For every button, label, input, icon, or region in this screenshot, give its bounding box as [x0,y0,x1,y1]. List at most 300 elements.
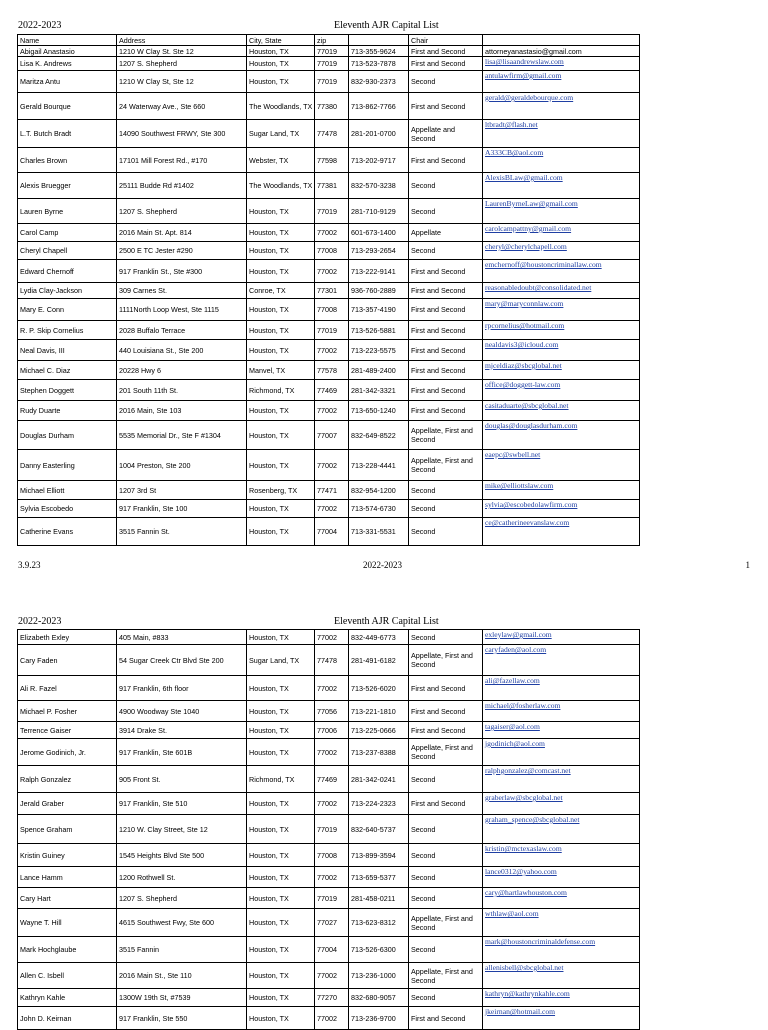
contact-address: 2016 Main St. Apt. 814 [117,224,247,242]
contact-phone: 713-236-9700 [349,1007,409,1030]
contact-email[interactable]: mike@elliottslaw.com [483,481,640,500]
contact-email[interactable]: emchernoff@houstoncriminallaw.com [483,260,640,283]
contact-name: Cary Hart [18,888,117,909]
contact-name: Lydia Clay-Jackson [18,283,117,299]
contact-name: Mark Hochglaube [18,937,117,963]
contact-address: 4900 Woodway Ste 1040 [117,701,247,722]
table-row [18,739,640,766]
contact-email[interactable]: kristin@mctexaslaw.com [483,844,640,867]
contact-city: Houston, TX [247,1007,315,1030]
contact-zip: 77004 [315,518,349,546]
table-row [18,260,640,283]
contact-chair: Second [409,518,483,546]
contact-name: Gerald Bourque [18,93,117,120]
contact-phone: 832-930-2373 [349,71,409,93]
table-row [18,766,640,793]
contact-email[interactable]: LaurenByrneLaw@gmail.com [483,199,640,224]
table-row [18,500,640,518]
contact-chair: Second [409,888,483,909]
table-row [18,224,640,242]
contact-name: Catherine Evans [18,518,117,546]
contact-name: John D. Keirnan [18,1007,117,1030]
contact-zip: 77002 [315,867,349,888]
contact-address: 2016 Main, Ste 103 [117,401,247,421]
contact-name: Ali R. Fazel [18,676,117,701]
contact-name: Jerald Graber [18,793,117,815]
column-header: Chair [409,35,483,46]
contact-chair: Second [409,500,483,518]
contact-name: Wayne T. Hill [18,909,117,937]
contact-zip: 77478 [315,645,349,676]
contact-address: 1207 S. Shepherd [117,199,247,224]
contact-email[interactable]: ralphgonzalez@comcast.net [483,766,640,793]
contact-address: 1210 W Clay St, Ste 12 [117,71,247,93]
contact-chair: Appellate [409,224,483,242]
contact-address: 3914 Drake St. [117,722,247,739]
table-row [18,93,640,120]
column-header [483,35,640,46]
contact-zip: 77008 [315,299,349,321]
contact-name: Alexis Bruegger [18,173,117,199]
contact-email[interactable]: carolcampattny@gmail.com [483,224,640,242]
contact-phone: 281-342-0241 [349,766,409,793]
contact-email: attorneyanastasio@gmail.com [483,46,640,57]
contact-address: 309 Carnes St. [117,283,247,299]
contact-chair: Second [409,989,483,1007]
contact-zip: 77002 [315,401,349,421]
contact-chair: First and Second [409,148,483,173]
contact-address: 917 Franklin, Ste 100 [117,500,247,518]
contact-phone: 713-224-2323 [349,793,409,815]
contact-chair: Appellate, First and Second [409,963,483,989]
contact-phone: 713-355-9624 [349,46,409,57]
contact-email[interactable]: mark@houstoncriminaldefense.com [483,937,640,963]
contact-city: Rosenberg, TX [247,481,315,500]
table-row [18,963,640,989]
contact-name: Kathryn Kahle [18,989,117,1007]
contact-zip: 77380 [315,93,349,120]
contact-name: R. P. Skip Cornelius [18,321,117,340]
contact-phone: 713-357-4190 [349,299,409,321]
contact-name: Danny Easterling [18,450,117,481]
contact-chair: Second [409,867,483,888]
contact-address: 1300W 19th St, #7539 [117,989,247,1007]
contact-name: Ralph Gonzalez [18,766,117,793]
page-header [18,20,638,34]
contact-name: Cheryl Chapell [18,242,117,260]
contact-city: Conroe, TX [247,283,315,299]
contact-email[interactable]: caryfaden@aol.com [483,645,640,676]
contact-zip: 77002 [315,500,349,518]
contact-address: 25111 Budde Rd #1402 [117,173,247,199]
contact-email[interactable]: reasonabledoubt@consolidated.net [483,283,640,299]
contact-zip: 77019 [315,199,349,224]
table-row [18,380,640,401]
table-row [18,722,640,739]
contact-address: 440 Louisiana St., Ste 200 [117,340,247,361]
contact-email[interactable]: cary@hartlawhouston.com [483,888,640,909]
contact-zip: 77006 [315,722,349,739]
table-row [18,481,640,500]
contact-zip: 77002 [315,1007,349,1030]
document-page-2 [0,580,768,1024]
contact-phone: 713-899-3594 [349,844,409,867]
contact-chair: First and Second [409,793,483,815]
contact-city: Houston, TX [247,701,315,722]
contact-name: Abigail Anastasio [18,46,117,57]
contact-address: 5535 Memorial Dr., Ste F #1304 [117,421,247,450]
table-row [18,450,640,481]
contact-email[interactable]: mary@maryconnlaw.com [483,299,640,321]
contact-phone: 281-489-2400 [349,361,409,380]
capital-list-table [17,34,640,546]
contact-name: Stephen Doggett [18,380,117,401]
table-row [18,518,640,546]
contact-email[interactable]: ali@fazellaw.com [483,676,640,701]
header-title: Eleventh AJR Capital List [334,20,439,31]
contact-chair: Appellate, First and Second [409,645,483,676]
contact-email[interactable]: graberlaw@sbcglobal.net [483,793,640,815]
contact-chair: Second [409,630,483,645]
contact-phone: 601-673-1400 [349,224,409,242]
page-footer [18,560,750,572]
contact-email[interactable]: ltbradt@flash.net [483,120,640,148]
column-header [349,35,409,46]
contact-city: Houston, TX [247,199,315,224]
contact-address: 201 South 11th St. [117,380,247,401]
table-row [18,630,640,645]
contact-city: Houston, TX [247,793,315,815]
contact-city: Richmond, TX [247,380,315,401]
contact-phone: 832-649-8522 [349,421,409,450]
contact-address: 1207 S. Shepherd [117,57,247,71]
contact-name: Carol Camp [18,224,117,242]
contact-chair: Second [409,242,483,260]
contact-name: Lisa K. Andrews [18,57,117,71]
page-number: 1 [745,560,750,570]
contact-email[interactable]: sylvia@escobedolawfirm.com [483,500,640,518]
contact-zip: 77056 [315,701,349,722]
contact-name: Sylvia Escobedo [18,500,117,518]
contact-city: Sugar Land, TX [247,645,315,676]
contact-email[interactable]: exleylaw@gmail.com [483,630,640,645]
column-header: City, State [247,35,315,46]
contact-zip: 77019 [315,321,349,340]
contact-phone: 713-862-7766 [349,93,409,120]
contact-chair: First and Second [409,283,483,299]
table-row [18,57,640,71]
contact-chair: Second [409,766,483,793]
contact-city: Houston, TX [247,888,315,909]
contact-zip: 77270 [315,989,349,1007]
contact-city: Houston, TX [247,340,315,361]
contact-zip: 77002 [315,450,349,481]
contact-chair: First and Second [409,401,483,421]
contact-zip: 77471 [315,481,349,500]
contact-chair: First and Second [409,299,483,321]
contact-address: 4615 Southwest Fwy, Ste 600 [117,909,247,937]
contact-zip: 77598 [315,148,349,173]
table-row [18,937,640,963]
table-row [18,173,640,199]
contact-phone: 281-201-0700 [349,120,409,148]
contact-city: Houston, TX [247,739,315,766]
contact-chair: First and Second [409,380,483,401]
contact-address: 54 Sugar Creek Ctr Blvd Ste 200 [117,645,247,676]
footer-date: 3.9.23 [18,560,41,570]
contact-chair: First and Second [409,1007,483,1030]
contact-email[interactable]: lance0312@yahoo.com [483,867,640,888]
contact-name: Lauren Byrne [18,199,117,224]
contact-email[interactable]: mjceldiaz@sbcglobal.net [483,361,640,380]
contact-phone: 832-449-6773 [349,630,409,645]
contact-phone: 713-623-8312 [349,909,409,937]
table-row [18,989,640,1007]
contact-city: Houston, TX [247,57,315,71]
contact-name: Elizabeth Exley [18,630,117,645]
header-year: 2022-2023 [18,20,62,31]
contact-name: Spence Graham [18,815,117,844]
capital-list-table [17,629,640,1030]
header-year: 2022-2023 [18,616,62,627]
contact-email[interactable]: A333CB@aol.com [483,148,640,173]
contact-zip: 77381 [315,173,349,199]
table-row [18,701,640,722]
contact-city: Houston, TX [247,401,315,421]
contact-phone: 713-526-6020 [349,676,409,701]
contact-zip: 77002 [315,739,349,766]
footer-year: 2022-2023 [363,560,402,570]
contact-zip: 77019 [315,815,349,844]
contact-city: Houston, TX [247,989,315,1007]
table-row [18,645,640,676]
contact-name: Allen C. Isbell [18,963,117,989]
contact-address: 917 Franklin, Ste 510 [117,793,247,815]
contact-email[interactable]: douglas@douglasdurham.com [483,421,640,450]
contact-chair: Appellate and Second [409,120,483,148]
contact-address: 2016 Main St., Ste 110 [117,963,247,989]
contact-address: 917 Franklin St., Ste #300 [117,260,247,283]
column-header: Name [18,35,117,46]
contact-phone: 832-680-9057 [349,989,409,1007]
contact-chair: First and Second [409,340,483,361]
table-row [18,340,640,361]
contact-phone: 713-225-0666 [349,722,409,739]
contact-city: Richmond, TX [247,766,315,793]
contact-email[interactable]: AlexisBLaw@gmail.com [483,173,640,199]
contact-city: Houston, TX [247,321,315,340]
contact-chair: Second [409,199,483,224]
contact-chair: First and Second [409,321,483,340]
table-row [18,844,640,867]
contact-chair: Second [409,173,483,199]
table-row [18,361,640,380]
contact-city: Houston, TX [247,963,315,989]
contact-chair: Appellate, First and Second [409,421,483,450]
table-row [18,401,640,421]
contact-address: 3515 Fannin [117,937,247,963]
contact-email[interactable]: kathryn@kathrynkahle.com [483,989,640,1007]
contact-phone: 832-954-1200 [349,481,409,500]
contact-city: Houston, TX [247,676,315,701]
table-header-row [18,35,640,46]
contact-address: 905 Front St. [117,766,247,793]
contact-chair: First and Second [409,260,483,283]
contact-city: Houston, TX [247,46,315,57]
contact-zip: 77004 [315,937,349,963]
contact-chair: First and Second [409,93,483,120]
contact-address: 1545 Heights Blvd Ste 500 [117,844,247,867]
contact-phone: 713-237-8388 [349,739,409,766]
contact-zip: 77002 [315,676,349,701]
contact-name: Mary E. Conn [18,299,117,321]
contact-city: Webster, TX [247,148,315,173]
contact-city: Houston, TX [247,815,315,844]
table-row [18,71,640,93]
contact-city: Houston, TX [247,299,315,321]
header-title: Eleventh AJR Capital List [334,616,439,627]
table-row [18,815,640,844]
table-row [18,421,640,450]
contact-address: 14090 Southwest FRWY, Ste 300 [117,120,247,148]
contact-address: 1111North Loop West, Ste 1115 [117,299,247,321]
contact-chair: Appellate, First and Second [409,739,483,766]
contact-name: Kristin Guiney [18,844,117,867]
contact-email[interactable]: antulawfirm@gmail.com [483,71,640,93]
contact-chair: Second [409,815,483,844]
contact-email[interactable]: nealdavis3@icloud.com [483,340,640,361]
contact-email[interactable]: jkeirnan@hotmail.com [483,1007,640,1030]
table-row [18,120,640,148]
contact-city: Houston, TX [247,722,315,739]
contact-chair: First and Second [409,676,483,701]
column-header: Address [117,35,247,46]
contact-name: Charles Brown [18,148,117,173]
contact-city: Houston, TX [247,450,315,481]
contact-email[interactable]: jgodinich@aol.com [483,739,640,766]
contact-address: 1207 3rd St [117,481,247,500]
contact-address: 20228 Hwy 6 [117,361,247,380]
table-row [18,909,640,937]
contact-city: The Woodlands, TX [247,93,315,120]
contact-email[interactable]: eaepc@swbell.net [483,450,640,481]
contact-zip: 77002 [315,630,349,645]
contact-email[interactable]: office@doggett-law.com [483,380,640,401]
table-row [18,793,640,815]
contact-address: 2028 Buffalo Terrace [117,321,247,340]
table-row [18,283,640,299]
contact-phone: 713-526-5881 [349,321,409,340]
contact-zip: 77019 [315,57,349,71]
contact-city: Houston, TX [247,500,315,518]
contact-email[interactable]: casitaduarte@sbcglobal.net [483,401,640,421]
contact-chair: Second [409,937,483,963]
contact-email[interactable]: lisa@lisaandrewslaw.com [483,57,640,71]
contact-name: Terrence Gaiser [18,722,117,739]
contact-phone: 713-650-1240 [349,401,409,421]
contact-email[interactable]: cheryl@cherylchapell.com [483,242,640,260]
contact-zip: 77002 [315,260,349,283]
contact-name: L.T. Butch Bradt [18,120,117,148]
contact-phone: 832-570-3238 [349,173,409,199]
contact-chair: Second [409,844,483,867]
contact-address: 24 Waterway Ave., Ste 660 [117,93,247,120]
contact-chair: First and Second [409,46,483,57]
contact-phone: 713-574-6730 [349,500,409,518]
contact-name: Douglas Durham [18,421,117,450]
table-row [18,867,640,888]
contact-phone: 713-236-1000 [349,963,409,989]
contact-zip: 77002 [315,963,349,989]
contact-city: Houston, TX [247,867,315,888]
contact-address: 917 Franklin, Ste 601B [117,739,247,766]
contact-zip: 77007 [315,421,349,450]
contact-city: The Woodlands, TX [247,173,315,199]
contact-email[interactable]: graham_spence@sbcglobal.net [483,815,640,844]
contact-phone: 281-342-3321 [349,380,409,401]
contact-city: Houston, TX [247,421,315,450]
contact-phone: 713-659-5377 [349,867,409,888]
contact-phone: 281-491-6182 [349,645,409,676]
contact-chair: First and Second [409,361,483,380]
contact-email[interactable]: michael@fosherlaw.com [483,701,640,722]
contact-phone: 713-228-4441 [349,450,409,481]
contact-name: Maritza Antu [18,71,117,93]
contact-city: Houston, TX [247,937,315,963]
contact-phone: 713-223-5575 [349,340,409,361]
contact-email[interactable]: wthlaw@aol.com [483,909,640,937]
contact-name: Neal Davis, III [18,340,117,361]
contact-phone: 713-526-6300 [349,937,409,963]
contact-zip: 77002 [315,793,349,815]
contact-address: 1207 S. Shepherd [117,888,247,909]
contact-zip: 77469 [315,380,349,401]
contact-address: 405 Main, #833 [117,630,247,645]
contact-email[interactable]: rpcornelius@hotmail.com [483,321,640,340]
contact-email[interactable]: gerald@geraldebourque.com [483,93,640,120]
table-row [18,1007,640,1030]
contact-city: Houston, TX [247,260,315,283]
contact-name: Rudy Duarte [18,401,117,421]
contact-zip: 77478 [315,120,349,148]
contact-email[interactable]: allenisbell@sbcglobal.net [483,963,640,989]
column-header: zip [315,35,349,46]
contact-chair: First and Second [409,722,483,739]
contact-address: 917 Franklin, Ste 550 [117,1007,247,1030]
contact-email[interactable]: tagaiser@aol.com [483,722,640,739]
contact-city: Sugar Land, TX [247,120,315,148]
contact-zip: 77019 [315,46,349,57]
contact-chair: Appellate, First and Second [409,450,483,481]
contact-chair: Second [409,481,483,500]
contact-city: Houston, TX [247,518,315,546]
contact-address: 917 Franklin, 6th floor [117,676,247,701]
contact-city: Manvel, TX [247,361,315,380]
contact-zip: 77578 [315,361,349,380]
contact-name: Michael Elliott [18,481,117,500]
contact-zip: 77008 [315,242,349,260]
contact-city: Houston, TX [247,909,315,937]
contact-city: Houston, TX [247,71,315,93]
contact-email[interactable]: ce@catherineevanslaw.com [483,518,640,546]
contact-phone: 713-523-7878 [349,57,409,71]
contact-address: 1200 Rothwell St. [117,867,247,888]
contact-phone: 713-202-9717 [349,148,409,173]
table-row [18,242,640,260]
contact-phone: 281-710-9129 [349,199,409,224]
contact-city: Houston, TX [247,242,315,260]
contact-phone: 832-640-5737 [349,815,409,844]
